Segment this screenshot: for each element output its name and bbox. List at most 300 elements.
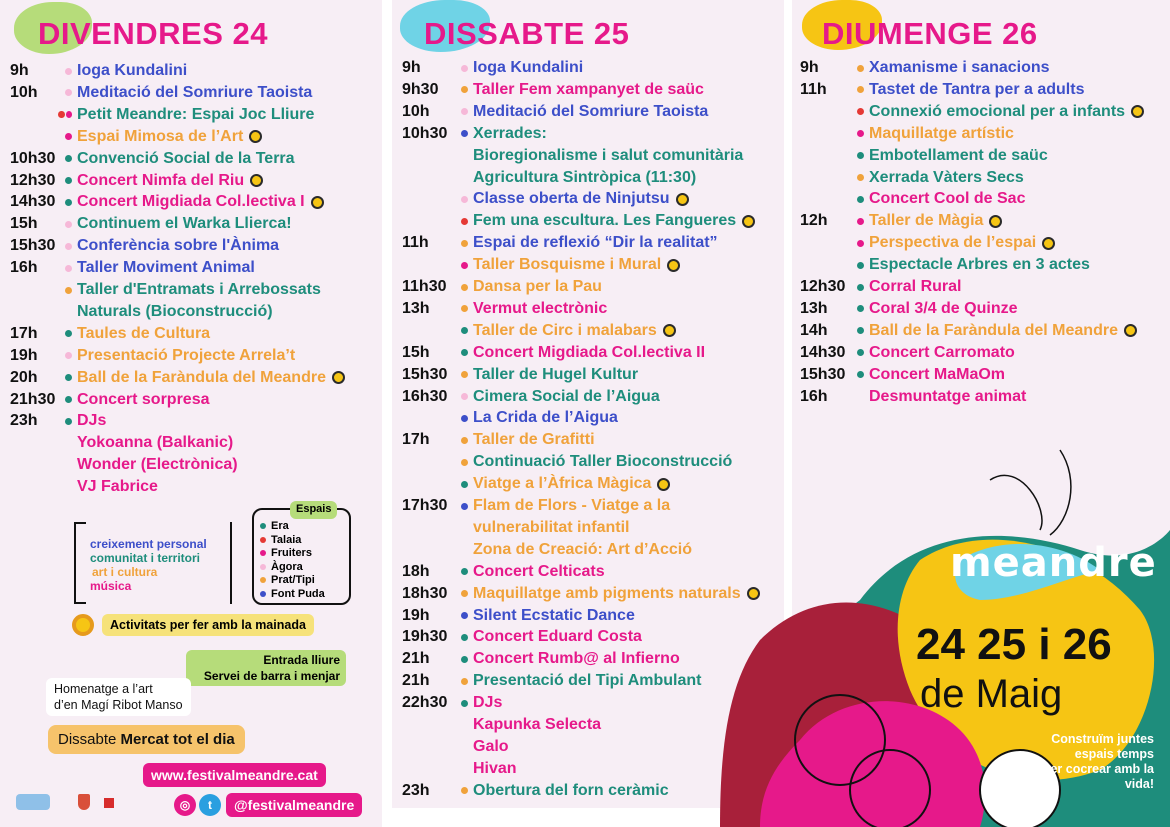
space-indicator (454, 612, 468, 619)
category-legend (74, 522, 232, 604)
event-label: Tastet de Tantra per a adults (869, 80, 1085, 98)
event-label: VJ Fabrice (77, 478, 158, 496)
space-dot (461, 196, 468, 203)
event-label: La Crida de l’Aigua (473, 409, 618, 427)
space-dot (857, 284, 864, 291)
event-time: 15h30 (402, 365, 448, 383)
category-art: art i cultura (92, 565, 158, 579)
space-name: Font Puda (271, 587, 325, 600)
space-indicator (58, 133, 72, 140)
event-label: Continuació Taller Bioconstrucció (473, 453, 733, 471)
day-title-friday: DIVENDRES 24 (38, 16, 268, 51)
schedule-item (58, 367, 345, 389)
space-indicator (850, 371, 864, 378)
event-label: Concert Celticats (473, 562, 605, 580)
event-time: 10h (10, 83, 38, 101)
schedule-item (850, 188, 1025, 210)
entry-info (186, 650, 346, 686)
space-dot (857, 130, 864, 137)
space-indicator (454, 327, 468, 334)
space-dot (65, 374, 72, 381)
event-label: Obertura del forn ceràmic (473, 781, 669, 799)
kids-sun-icon (663, 324, 676, 337)
event-time: 23h (402, 781, 430, 799)
social-handle[interactable]: @festivalmeandre (226, 793, 362, 817)
space-dot (461, 503, 468, 510)
space-indicator (850, 349, 864, 356)
event-time: 14h30 (10, 193, 56, 211)
market-day: Dissabte (58, 731, 117, 748)
event-time: 15h (402, 343, 430, 361)
event-label: Espai de reflexió “Dir la realitat” (473, 234, 718, 252)
meandre-small-logo (16, 794, 50, 810)
space-name: Prat/Tipi (271, 574, 315, 586)
event-time: 18h (402, 562, 430, 580)
event-label: Conferència sobre l'Ànima (77, 237, 280, 255)
market-info (48, 725, 245, 754)
event-time: 19h (402, 606, 430, 624)
space-dot (857, 371, 864, 378)
space-dot (461, 371, 468, 378)
space-indicator (454, 678, 468, 685)
space-dot (461, 678, 468, 685)
space-dot (65, 68, 72, 75)
schedule-item (454, 386, 660, 408)
space-name: Fruiters (271, 547, 312, 559)
schedule-item (454, 123, 547, 145)
space-dot (461, 437, 468, 444)
schedule-item (850, 123, 1014, 145)
schedule-item (58, 104, 314, 126)
kids-sun-icon (1124, 324, 1137, 337)
kids-sun-icon (657, 478, 670, 491)
event-label: Desmuntatge animat (869, 387, 1027, 405)
space-indicator (454, 656, 468, 663)
space-dot (461, 590, 468, 597)
event-time: 15h30 (800, 365, 846, 383)
kids-sun-icon (742, 215, 755, 228)
space-legend-item (260, 588, 349, 602)
space-dot (260, 550, 266, 556)
event-label: Taller de Circ i malabars (473, 321, 657, 339)
event-label: Taules de Cultura (77, 324, 211, 342)
schedule-item (454, 561, 605, 583)
space-indicator (58, 287, 72, 294)
space-indicator (454, 284, 468, 291)
event-time: 13h (800, 299, 828, 317)
event-label: Fem una escultura. Les Fangueres (473, 212, 737, 230)
schedule-item (454, 429, 595, 451)
space-indicator (454, 371, 468, 378)
kids-info (72, 614, 314, 636)
event-label: Bioregionalisme i salut comunitària (473, 146, 744, 164)
schedule-item (454, 57, 583, 79)
schedule-item (850, 386, 1026, 408)
space-indicator (58, 89, 72, 96)
space-dot (65, 287, 72, 294)
schedule-item (58, 389, 210, 411)
event-label: Taller Bosquisme i Mural (473, 256, 662, 274)
space-indicator (850, 327, 864, 334)
spaces-legend (252, 503, 351, 605)
event-time: 11h (800, 80, 827, 98)
schedule-item (454, 758, 517, 780)
event-label: Concert MaMaOm (869, 365, 1006, 383)
space-indicator (850, 218, 864, 225)
event-label: Petit Meandre: Espai Joc Lliure (77, 105, 315, 123)
space-dot (65, 418, 72, 425)
event-time: 9h (402, 59, 421, 76)
event-label: Dansa per la Pau (473, 278, 602, 295)
event-label: Ioga Kundalini (77, 62, 188, 79)
space-indicator (850, 130, 864, 137)
festival-dates: 24 25 i 26 (916, 620, 1112, 669)
event-label: Concert Carromato (869, 343, 1015, 361)
event-label: vulnerabilitat infantil (473, 518, 630, 536)
space-indicator (454, 108, 468, 115)
schedule-item (454, 736, 509, 758)
twitter-icon[interactable]: t (199, 794, 221, 816)
event-label: Xerrada Vàters Secs (869, 168, 1024, 186)
space-dot (65, 352, 72, 359)
space-name: Era (271, 520, 289, 532)
event-label: Taller d'Entramats i Arrebossats (77, 281, 321, 298)
event-label: Silent Ecstatic Dance (473, 606, 635, 624)
event-label: Meditació del Somriure Taoista (77, 83, 313, 101)
website-link[interactable]: www.festivalmeandre.cat (143, 763, 326, 787)
space-dot (461, 108, 468, 115)
space-dot (857, 196, 864, 203)
homage-info (46, 678, 191, 716)
kids-sun-icon (676, 193, 689, 206)
event-label: Ball de la Faràndula del Meandre (869, 321, 1118, 339)
partner-logos (14, 786, 154, 816)
schedule-item (850, 254, 1090, 276)
schedule-item (454, 517, 629, 539)
space-indicator (454, 240, 468, 247)
event-time: 21h (402, 650, 430, 668)
schedule-item (58, 191, 324, 213)
event-label: Coral 3/4 de Quinze (869, 299, 1018, 317)
category-personal: creixement personal (90, 537, 207, 551)
schedule-item (454, 145, 743, 167)
festival-month: de Maig (920, 672, 1063, 716)
schedule-item (58, 235, 279, 257)
event-label: Espectacle Arbres en 3 actes (869, 256, 1090, 274)
space-dot (857, 174, 864, 181)
space-dot (461, 130, 468, 137)
schedule-item (850, 167, 1024, 189)
space-dot (65, 89, 72, 96)
schedule-item (850, 101, 1144, 123)
schedule-item (454, 210, 755, 232)
space-indicator (58, 396, 72, 403)
space-indicator (58, 177, 72, 184)
kids-sun-icon (249, 130, 262, 143)
event-label: Meditació del Somriure Taoista (473, 102, 709, 120)
event-label: Galo (473, 737, 509, 755)
space-dot (461, 459, 468, 466)
kids-sun-icon (1042, 237, 1055, 250)
space-dot (65, 265, 72, 272)
event-time: 20h (10, 368, 38, 386)
space-dot (857, 349, 864, 356)
space-indicator (58, 265, 72, 272)
space-legend-item (260, 534, 349, 548)
space-indicator (58, 199, 72, 206)
homage-line-2: d’en Magí Ribot Manso (54, 698, 183, 712)
event-label: Xerrades: (473, 124, 547, 142)
space-dot (857, 108, 864, 115)
space-indicator (454, 437, 468, 444)
day-title-saturday: DISSABTE 25 (424, 16, 630, 51)
event-label: Presentació del Tipi Ambulant (473, 672, 702, 690)
event-label: Cimera Social de l’Aigua (473, 387, 660, 405)
space-dot (857, 86, 864, 93)
event-time: 18h30 (402, 584, 448, 602)
schedule-item (454, 473, 670, 495)
schedule-item (454, 648, 680, 670)
generalitat-logo (104, 798, 114, 808)
kids-sun-icon (989, 215, 1002, 228)
space-dot (260, 591, 266, 597)
event-time: 16h (10, 259, 38, 277)
space-dot (461, 415, 468, 422)
event-label: Flam de Flors - Viatge a la (473, 497, 671, 514)
space-indicator (454, 86, 468, 93)
schedule-item (850, 145, 1048, 167)
event-time: 23h (10, 412, 38, 430)
schedule-item (850, 276, 961, 298)
event-label: Concert Cool de Sac (869, 190, 1026, 208)
space-dot (260, 537, 266, 543)
schedule-item (454, 342, 705, 364)
space-dot (65, 330, 72, 337)
space-indicator (58, 221, 72, 228)
space-indicator (454, 349, 468, 356)
event-label: Convenció Social de la Terra (77, 149, 295, 167)
schedule-item (58, 323, 210, 345)
space-indicator (454, 65, 468, 72)
space-dot (461, 612, 468, 619)
space-dot (461, 240, 468, 247)
space-indicator (850, 284, 864, 291)
event-label: Connexió emocional per a infants (869, 102, 1126, 120)
schedule-item (454, 232, 718, 254)
space-indicator (58, 155, 72, 162)
schedule-item (850, 57, 1050, 79)
schedule-item (454, 364, 638, 386)
schedule-item (454, 605, 635, 627)
event-label: Taller de Màgia (869, 212, 984, 230)
day-title-sunday: DIUMENGE 26 (822, 16, 1038, 51)
event-label: Viatge a l’Àfrica Màgica (473, 475, 652, 493)
schedule-item (454, 583, 760, 605)
schedule-item (454, 101, 708, 123)
space-indicator (58, 243, 72, 250)
brand-logo: meandre (950, 540, 1157, 586)
event-label: Concert Migdiada Col.lectiva I (77, 193, 305, 211)
hands-sketch (990, 450, 1071, 535)
event-time: 16h (800, 387, 828, 405)
slogan-line-2: espais temps (1074, 747, 1154, 761)
space-indicator (58, 352, 72, 359)
space-legend-item (260, 561, 349, 575)
event-label: Xamanisme i sanacions (869, 59, 1050, 76)
schedule-item (454, 320, 676, 342)
space-indicator (454, 196, 468, 203)
space-indicator (454, 503, 468, 510)
space-indicator (454, 393, 468, 400)
space-indicator (58, 374, 72, 381)
schedule-item (454, 276, 602, 298)
space-indicator (454, 415, 468, 422)
space-dot (461, 65, 468, 72)
event-label: Perspectiva de l’espai (869, 234, 1037, 252)
space-dot (66, 111, 73, 118)
space-dot (857, 240, 864, 247)
market-text: Mercat tot el dia (120, 731, 235, 748)
space-indicator (58, 68, 72, 75)
schedule-item (58, 454, 238, 476)
event-time: 13h (402, 299, 430, 317)
schedule-item (58, 82, 312, 104)
space-dot (260, 523, 266, 529)
event-time: 19h (10, 346, 38, 364)
schedule-item (454, 714, 601, 736)
event-time: 10h30 (10, 149, 56, 167)
spaces-legend-title: Espais (290, 501, 337, 519)
space-legend-item (260, 547, 349, 561)
schedule-item (58, 432, 233, 454)
event-label: Concert Migdiada Col.lectiva II (473, 343, 706, 361)
space-indicator (454, 305, 468, 312)
schedule-item (454, 670, 702, 692)
schedule-item (850, 342, 1015, 364)
event-time: 17h (10, 324, 38, 342)
schedule-item (454, 495, 670, 517)
space-indicator (454, 481, 468, 488)
poster-artwork (720, 440, 1170, 827)
space-dot (461, 656, 468, 663)
schedule-item (58, 213, 292, 235)
space-indicator (850, 152, 864, 159)
event-time: 10h30 (402, 124, 448, 142)
slogan-line-1: Construïm juntes (1051, 732, 1154, 746)
kids-sun-icon (250, 174, 263, 187)
schedule-item (454, 298, 607, 320)
space-legend-item (260, 520, 349, 534)
event-time: 17h (402, 431, 430, 449)
space-indicator (850, 262, 864, 269)
event-label: Zona de Creació: Art d’Acció (473, 540, 692, 558)
space-dot (65, 199, 72, 206)
space-dot (58, 111, 65, 118)
spaces-list (260, 520, 349, 601)
event-label: Hivan (473, 759, 517, 777)
category-community: comunitat i territori (90, 551, 201, 565)
event-label: Wonder (Electrònica) (77, 456, 238, 474)
event-label: Taller de Grafitti (473, 431, 595, 449)
schedule-item (454, 451, 732, 473)
event-label: Taller Fem xampanyet de saüc (473, 80, 704, 98)
space-dot (461, 634, 468, 641)
event-label: Maquillatge artístic (869, 124, 1014, 142)
kids-sun-icon (311, 196, 324, 209)
schedule-item (58, 279, 321, 301)
space-dot (461, 327, 468, 334)
space-indicator (454, 218, 468, 225)
event-time: 12h30 (10, 171, 56, 189)
event-label: DJs (473, 694, 503, 712)
space-indicator (850, 196, 864, 203)
space-dot (857, 152, 864, 159)
event-label: Agricultura Sintròpica (11:30) (473, 168, 697, 186)
event-time: 10h (402, 102, 430, 120)
space-dot (857, 65, 864, 72)
event-label: Presentació Projecte Arrela’t (77, 346, 296, 364)
space-dot (260, 577, 266, 583)
space-indicator (454, 262, 468, 269)
space-indicator (58, 418, 72, 425)
event-label: Corral Rural (869, 278, 962, 295)
event-label: Embotellament de saüc (869, 146, 1048, 164)
event-label: Taller de Hugel Kultur (473, 365, 639, 383)
event-label: Yokoanna (Balkanic) (77, 434, 234, 452)
space-dot (857, 305, 864, 312)
schedule-item (850, 232, 1055, 254)
slogan-line-3: per cocrear amb la (1042, 762, 1154, 776)
space-dot (461, 349, 468, 356)
event-label: Kapunka Selecta (473, 716, 602, 733)
event-label: Continuem el Warka Llierca! (77, 215, 292, 233)
instagram-icon[interactable]: ◎ (174, 794, 196, 816)
space-name: Àgora (271, 560, 303, 573)
slogan-line-4: vida! (1124, 777, 1154, 791)
space-indicator (454, 634, 468, 641)
schedule-item (850, 364, 1005, 386)
event-time: 11h (402, 234, 429, 252)
schedule-item (850, 298, 1017, 320)
schedule-item (850, 320, 1137, 342)
homage-line-1: Homenatge a l’art (54, 682, 153, 696)
event-time: 21h30 (10, 390, 56, 408)
schedule-item (58, 170, 263, 192)
council-shield-icon (78, 794, 90, 810)
space-dot (461, 284, 468, 291)
schedule-item (58, 126, 262, 148)
space-dot (461, 86, 468, 93)
space-dot (65, 155, 72, 162)
schedule-item (454, 692, 502, 714)
schedule-item (58, 60, 187, 82)
space-dot (65, 221, 72, 228)
event-time: 14h30 (800, 343, 846, 361)
event-label: Espai Mimosa de l’Art (77, 127, 244, 145)
space-legend-item (260, 574, 349, 588)
space-dot (461, 393, 468, 400)
friday-column (0, 0, 382, 827)
category-music: música (90, 579, 132, 593)
space-dot (461, 700, 468, 707)
event-label: Maquillatge amb pigments naturals (473, 584, 741, 602)
slogan (1043, 732, 1154, 792)
schedule-item (454, 780, 669, 802)
event-label: Classe oberta de Ninjutsu (473, 190, 670, 208)
space-dot (857, 327, 864, 334)
event-time: 11h30 (402, 278, 447, 295)
space-dot (461, 305, 468, 312)
